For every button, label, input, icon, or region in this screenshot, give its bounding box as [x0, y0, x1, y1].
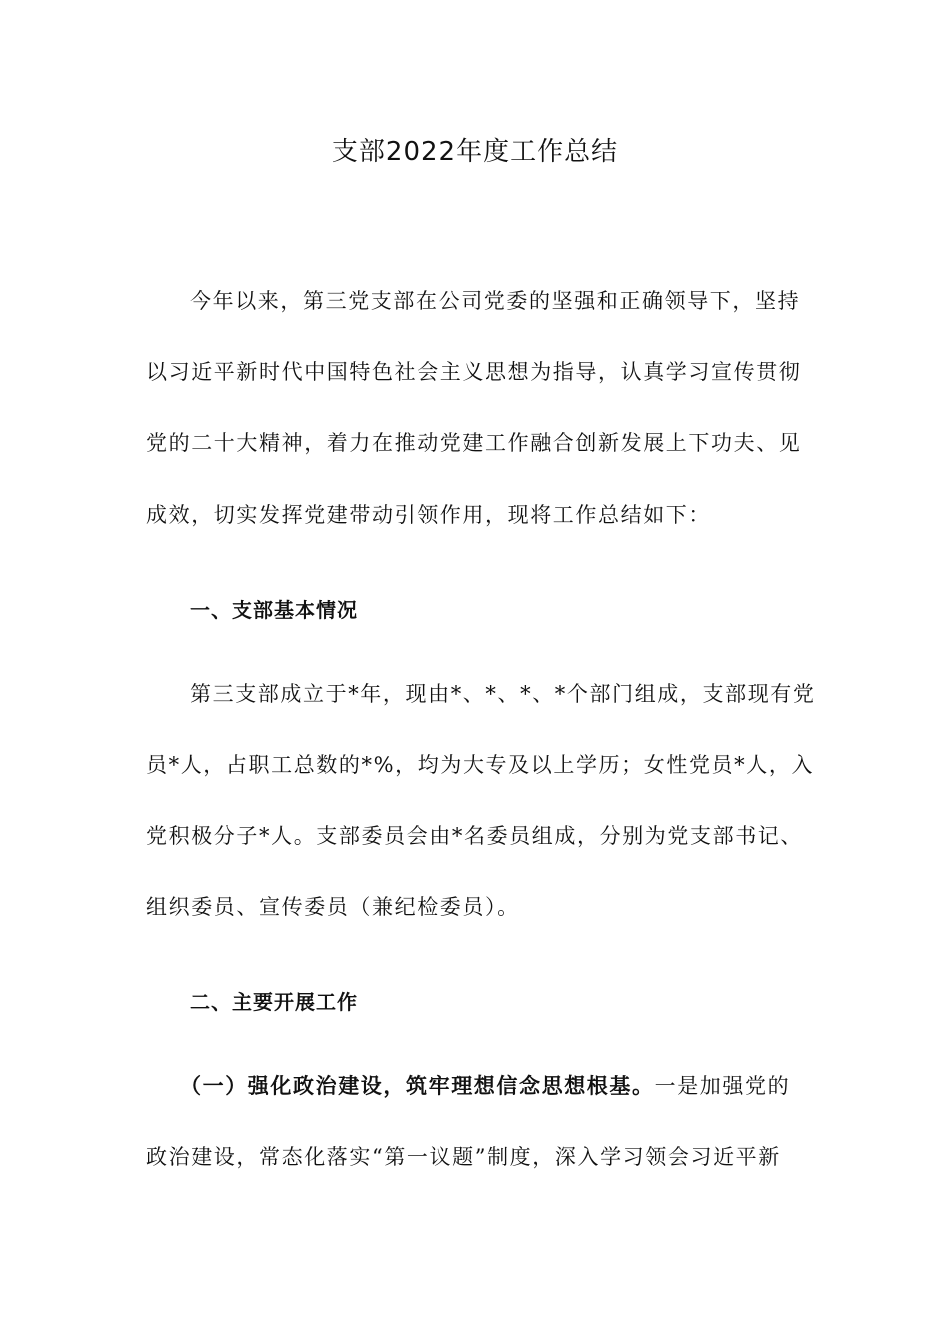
intro-line-1: 今年以来，第三党支部在公司党委的坚强和正确领导下，坚持	[190, 289, 801, 313]
intro-line-3: 党的二十大精神，着力在推动党建工作融合创新发展上下功夫、见	[146, 431, 802, 455]
section-2-sub-1-line-2: 政治建设，常态化落实“第一议题”制度，深入学习领会习近平新	[146, 1145, 781, 1169]
section-1-line-3: 党积极分子*人。支部委员会由*名委员组成，分别为党支部书记、	[146, 824, 803, 848]
document-title: 支部2022年度工作总结	[331, 137, 619, 167]
section-2-heading: 二、主要开展工作	[190, 990, 358, 1014]
section-1-line-4: 组织委员、宣传委员（兼纪检委员）。	[146, 895, 520, 919]
section-1-line-1: 第三支部成立于*年，现由*、*、*、*个部门组成，支部现有党	[190, 682, 816, 706]
subsection-1-title: （一）强化政治建设，筑牢理想信念思想根基。	[180, 1073, 655, 1098]
subsection-1-text-start: 一是加强党的	[654, 1074, 791, 1098]
section-2-sub-1-line-1	[180, 1066, 806, 1106]
intro-line-2: 以习近平新时代中国特色社会主义思想为指导，认真学习宣传贯彻	[146, 360, 802, 384]
intro-line-4: 成效，切实发挥党建带动引领作用，现将工作总结如下：	[146, 503, 711, 527]
section-1-line-2: 员*人，占职工总数的*%，均为大专及以上学历；女性党员*人，入	[146, 753, 815, 777]
section-1-heading: 一、支部基本情况	[190, 598, 358, 622]
